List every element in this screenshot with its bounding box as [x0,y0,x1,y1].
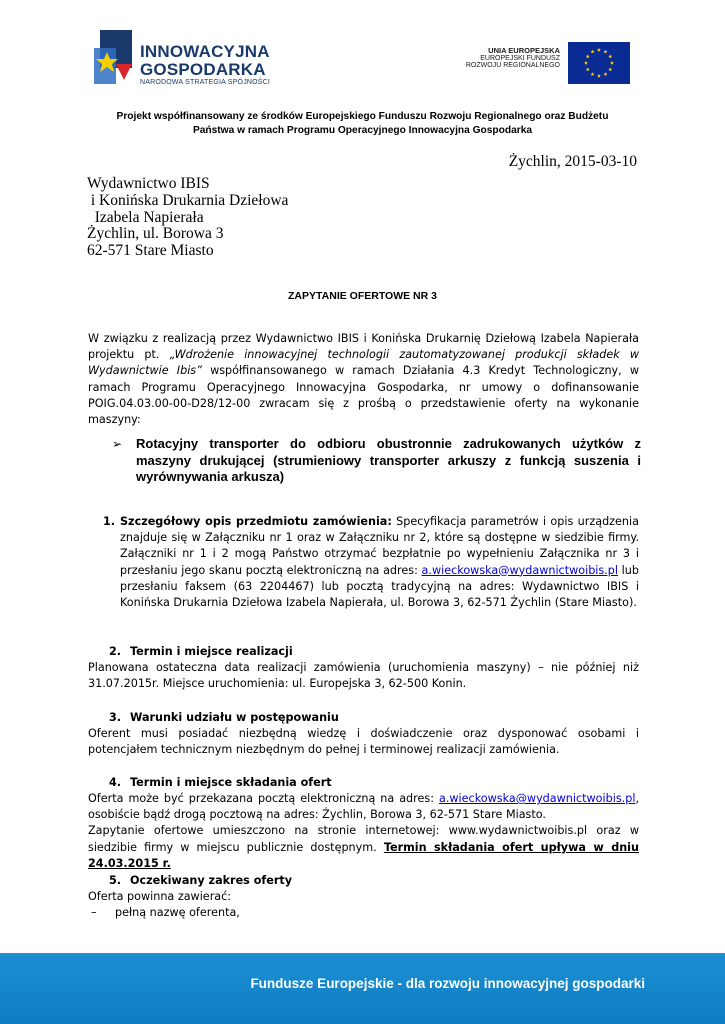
section-5-heading [109,874,292,887]
section-2-text: Planowana ostateczna data realizacji zamówienia (uruchomienia maszyny) – nie później niż 31.07.2015r. Miejsce uruchomienia: ul. Europejska 3, 62-500 Konin. [88,661,639,691]
section-5-text [88,889,639,921]
ig-title-line2: GOSPODARKA [140,60,266,79]
section-5-title: Oczekiwany zakres oferty [130,874,293,887]
eu-logo-text [450,46,560,69]
section-4-title: Termin i miejsce składania ofert [130,776,332,789]
eu-line2: EUROPEJSKI FUNDUSZ [480,55,560,62]
eu-line1: UNIA EUROPEJSKA [488,46,560,55]
section-3-number: 3. [109,711,122,724]
section-4-text-b: , osobiście bądź drogą pocztową na adres: Żychlin, Borowa 3, 62-571 Stare Miasto. [88,792,639,822]
section-4-heading [109,776,332,789]
address-line1: Wydawnictwo IBIS [87,175,210,192]
address-line2: i Konińska Drukarnia Dziełowa [87,191,289,209]
project-name: „Wdrożenie innowacyjnej technologii zautomatyzowanej produkcji składek w Wydawnictwie Ibis” [88,348,639,378]
footer-slogan: Fundusze Europejskie - dla rozwoju innowacyjnej gospodarki [250,976,645,991]
offer-deadline: Termin składania ofert upływa w dniu 24.03.2015 r. [88,840,639,870]
section-4-text [88,791,639,872]
ig-title-line1: INNOWACYJNA [140,42,270,61]
recipient-address [87,176,288,260]
arrow-bullet-icon: ➢ [112,437,123,451]
section-3-text: Oferent musi posiadać niezbędną wiedzę i doświadczenie oraz dysponować osobami i potencjałem technicznym niezbędnym do pełnej i terminowej realizacji zamówienia. [88,727,639,757]
section-1-number: 1. [103,515,116,528]
list-item [88,905,639,921]
dash-bullet-icon: – [91,906,97,920]
address-line5: 62-571 Stare Miasto [87,242,214,260]
eu-line3: ROZWOJU REGIONALNEGO [465,62,560,69]
section-2-heading [109,645,293,658]
section-5-intro: Oferta powinna zawierać: [88,890,232,903]
address-line3: Izabela Napierała [87,208,204,226]
section-1-text-b: lub przesłaniu faksem (63 2204467) lub pocztą tradycyjną na adres: Wydawnictwo IBIS i Konińska Drukarnia Dziełowa Izabela Napierała, ul. Borowa 3, 62-571 Żychlin (Stare Miasto). [120,563,639,610]
section-4-number: 4. [109,776,122,789]
section-1-email-link[interactable]: a.wieckowska@wydawnictwoibis.pl [421,563,618,577]
section-4-email-link[interactable]: a.wieckowska@wydawnictwoibis.pl [438,792,636,805]
list-item-text: pełną nazwę oferenta, [115,906,240,920]
machine-item [112,436,641,486]
machine-description: Rotacyjny transporter do odbioru obustronnie zadrukowanych użytków z maszyny drukującej (strumieniowy transporter arkuszy z funkcją suszenia i wyrównywania arkusza) [136,436,641,484]
section-4-text-c: Zapytanie ofertowe umieszczono na stronie internetowej: www.wydawnictwoibis.pl oraz w siedzibie firmy w miejscu publicznie dostępnym. [88,824,639,854]
document-title: ZAPYTANIE OFERTOWE NR 3 [288,290,437,302]
footer-banner [0,953,725,1024]
section-3-heading [109,711,339,724]
project-note-line2: Państwa w ramach Programu Operacyjnego Innowacyjna Gospodarka [192,125,533,136]
intro-text-c: współfinansowanego w ramach Działania 4.3 Kredyt Technologiczny, w ramach Programu Operacyjnego Innowacyjna Gospodarka, nr umowy o dofinansowanie POIG.04.03.00-00-D28/12-00 zwracam się z prośbą o przedstawienie oferty na wykonanie maszyny: [88,364,639,427]
section-1-heading: Szczegółowy opis przedmiotu zamówienia: [120,515,392,528]
address-line4: Żychlin, ul. Borowa 3 [87,225,224,243]
eu-flag-icon [568,42,630,84]
ig-subtitle: NARODOWA STRATEGIA SPÓJNOŚCI [140,79,271,86]
project-note-line1: Projekt współfinansowany ze środków Europejskiego Funduszu Rozwoju Regionalnego oraz Budżetu [116,111,609,122]
section-3-title: Warunki udziału w postępowaniu [130,711,339,724]
section-1 [103,514,639,611]
project-cofinancing-note [80,110,645,138]
section-5-number: 5. [109,874,122,887]
place-date: Żychlin, 2015-03-10 [508,153,637,170]
section-2-number: 2. [109,645,122,658]
section-1-text-a: Specyfikacja parametrów i opis urządzenia znajduje się w Załączniku nr 1 oraz w Załączniku nr 2, które są dostępne w siedzibie firmy. Załączniki nr 1 i 2 mogą Państwo otrzymać bezpłatnie po wypełnieniu Załącznika nr 3 i przesłaniu jego skanu pocztą elektroniczną na adres: [120,515,639,577]
section-2-title: Termin i miejsce realizacji [130,645,293,658]
intro-paragraph [88,331,639,428]
ig-star-mark-icon [92,28,134,88]
section-4-text-a: Oferta może być przekazana pocztą elektroniczną na adres: [88,792,439,805]
innowacyjna-gospodarka-logo [92,28,292,92]
eu-logo [465,42,630,84]
intro-text-a: W związku z realizacją przez Wydawnictwo IBIS i Konińska Drukarnię Dziełową Izabela Napierała projektu pt. [88,332,639,362]
